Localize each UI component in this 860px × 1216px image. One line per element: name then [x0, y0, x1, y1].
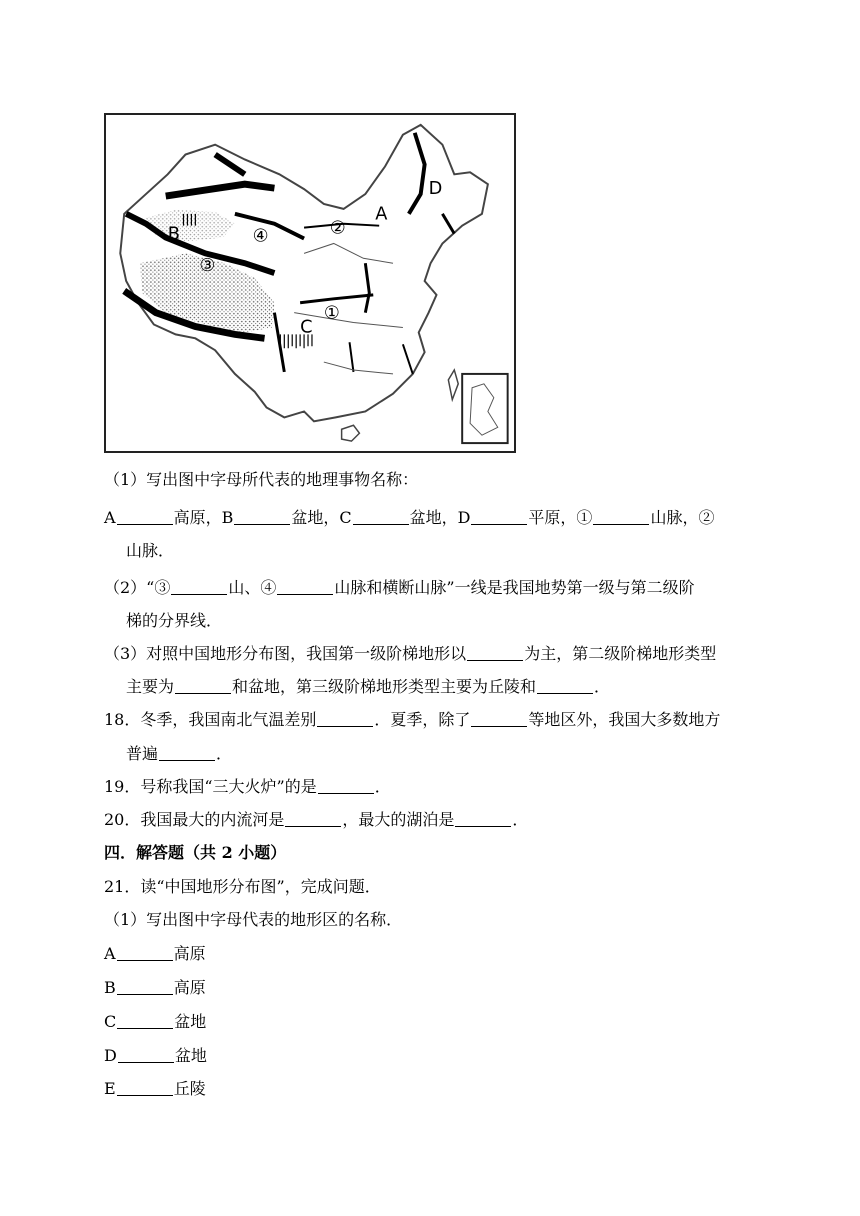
answer-blank	[234, 508, 290, 525]
map-label-n1: ①	[323, 302, 340, 324]
text-seg: （2）“③	[104, 578, 171, 597]
range-qinling	[300, 295, 373, 303]
answer-blank	[117, 944, 173, 961]
hainan-island	[342, 425, 360, 441]
text-seg: 等地区外，我国大多数地方	[528, 710, 721, 729]
q19-line	[104, 776, 391, 798]
q17-part1-line1	[104, 507, 714, 529]
map-drawing	[106, 115, 514, 451]
section-heading	[104, 842, 286, 864]
text-seg: 主要为	[126, 677, 175, 696]
range-xuefeng	[350, 342, 354, 372]
answer-blank	[537, 677, 593, 694]
item-suffix: 盆地	[174, 1046, 207, 1065]
text-seg: 盆地，C	[291, 508, 352, 527]
answer-blank	[471, 508, 527, 525]
range-hengduan	[274, 313, 284, 372]
text-seg: 19．号称我国“三大火炉”的是	[104, 777, 317, 796]
answer-blank	[471, 710, 527, 727]
map-label-a: A	[375, 203, 388, 225]
q21-item-c	[104, 1011, 206, 1033]
q17-part1-line2	[126, 540, 174, 562]
map-label-n4: ④	[252, 225, 269, 247]
q18-line1	[104, 709, 720, 731]
item-suffix: 丘陵	[173, 1079, 206, 1098]
answer-blank	[277, 578, 333, 595]
item-letter: B	[104, 978, 116, 997]
q17-part2-line1	[104, 577, 695, 599]
map-label-n2: ②	[329, 217, 346, 239]
item-suffix: 高原	[173, 978, 206, 997]
map-label-c: C	[300, 316, 313, 338]
answer-blank	[159, 744, 215, 761]
q21-item-e	[104, 1078, 206, 1100]
text-seg: ，最大的湖泊是	[342, 810, 455, 829]
text-seg: 21．读“中国地形分布图”，完成问题．	[104, 877, 381, 896]
text-seg: 梯的分界线．	[126, 611, 223, 630]
q21-part1	[104, 909, 402, 931]
text-seg: 18．冬季，我国南北气温差别	[104, 710, 317, 729]
answer-blank	[175, 677, 231, 694]
item-letter: E	[104, 1079, 116, 1098]
text-seg: 和盆地，第三级阶梯地形类型主要为丘陵和	[232, 677, 537, 696]
answer-blank	[117, 1012, 173, 1029]
answer-blank	[455, 810, 511, 827]
text-seg: ．夏季，除了	[374, 710, 471, 729]
text-seg: 山脉，②	[650, 508, 715, 527]
q17-part1-intro-text: （1）写出图中字母所代表的地理事物名称：	[104, 470, 419, 489]
text-seg: 山脉．	[126, 541, 175, 560]
q20-line	[104, 809, 528, 831]
text-seg: ．	[374, 777, 391, 796]
range-daxinganling	[409, 133, 425, 214]
item-letter: A	[104, 944, 116, 963]
q17-part3-line2	[126, 676, 610, 698]
text-seg: ．	[512, 810, 529, 829]
range-tianshan	[166, 184, 275, 196]
q17-part3-line1	[104, 643, 716, 665]
item-letter: C	[104, 1012, 117, 1031]
answer-blank	[171, 578, 227, 595]
text-seg: （3）对照中国地形分布图，我国第一级阶梯地形以	[104, 644, 467, 663]
q21-item-d	[104, 1045, 207, 1067]
map-label-b: B	[167, 223, 180, 245]
q17-part2-line2	[126, 610, 222, 632]
range-qilian	[235, 214, 304, 239]
answer-blank	[117, 508, 173, 525]
text-seg: ．	[594, 677, 611, 696]
text-seg: 高原，B	[173, 508, 234, 527]
text-seg: 盆地，D	[409, 508, 471, 527]
text-seg: 20．我国最大的内流河是	[104, 810, 285, 829]
text-seg: 山脉和横断山脉”一线是我国地势第一级与第二级阶	[334, 578, 695, 597]
text-seg: 山、④	[228, 578, 277, 597]
text-seg: （1）写出图中字母代表的地形区的名称．	[104, 910, 403, 929]
river-lines	[294, 243, 403, 373]
answer-blank	[593, 508, 649, 525]
q18-line2	[126, 743, 232, 765]
text-seg: ．	[216, 744, 233, 763]
q17-part1-intro	[104, 469, 418, 491]
q21-item-a	[104, 943, 206, 965]
map-label-n3: ③	[199, 255, 216, 277]
answer-blank	[467, 644, 523, 661]
q21-item-b	[104, 977, 206, 999]
answer-blank	[117, 1079, 173, 1096]
answer-blank	[353, 508, 409, 525]
answer-blank	[317, 710, 373, 727]
china-terrain-map	[104, 113, 516, 453]
q21-intro	[104, 876, 381, 898]
answer-blank	[318, 777, 374, 794]
answer-blank	[118, 1046, 174, 1063]
answer-blank	[117, 978, 173, 995]
taiwan-island	[448, 370, 458, 400]
text-seg: 为主，第二级阶梯地形类型	[524, 644, 717, 663]
basin-shading	[146, 210, 235, 242]
item-letter: D	[104, 1046, 117, 1065]
south-sea-inset	[462, 374, 507, 443]
answer-blank	[285, 810, 341, 827]
item-suffix: 盆地	[174, 1012, 207, 1031]
text-seg: 平原，①	[528, 508, 593, 527]
item-suffix: 高原	[173, 944, 206, 963]
text-seg: A	[104, 508, 116, 527]
range-taihang	[365, 263, 369, 312]
range-changbai	[442, 214, 454, 234]
section-heading-text: 四．解答题（共 2 小题）	[104, 843, 287, 862]
text-seg: 普遍	[126, 744, 159, 763]
map-label-d: D	[428, 178, 443, 200]
range-wuyi	[403, 344, 413, 374]
